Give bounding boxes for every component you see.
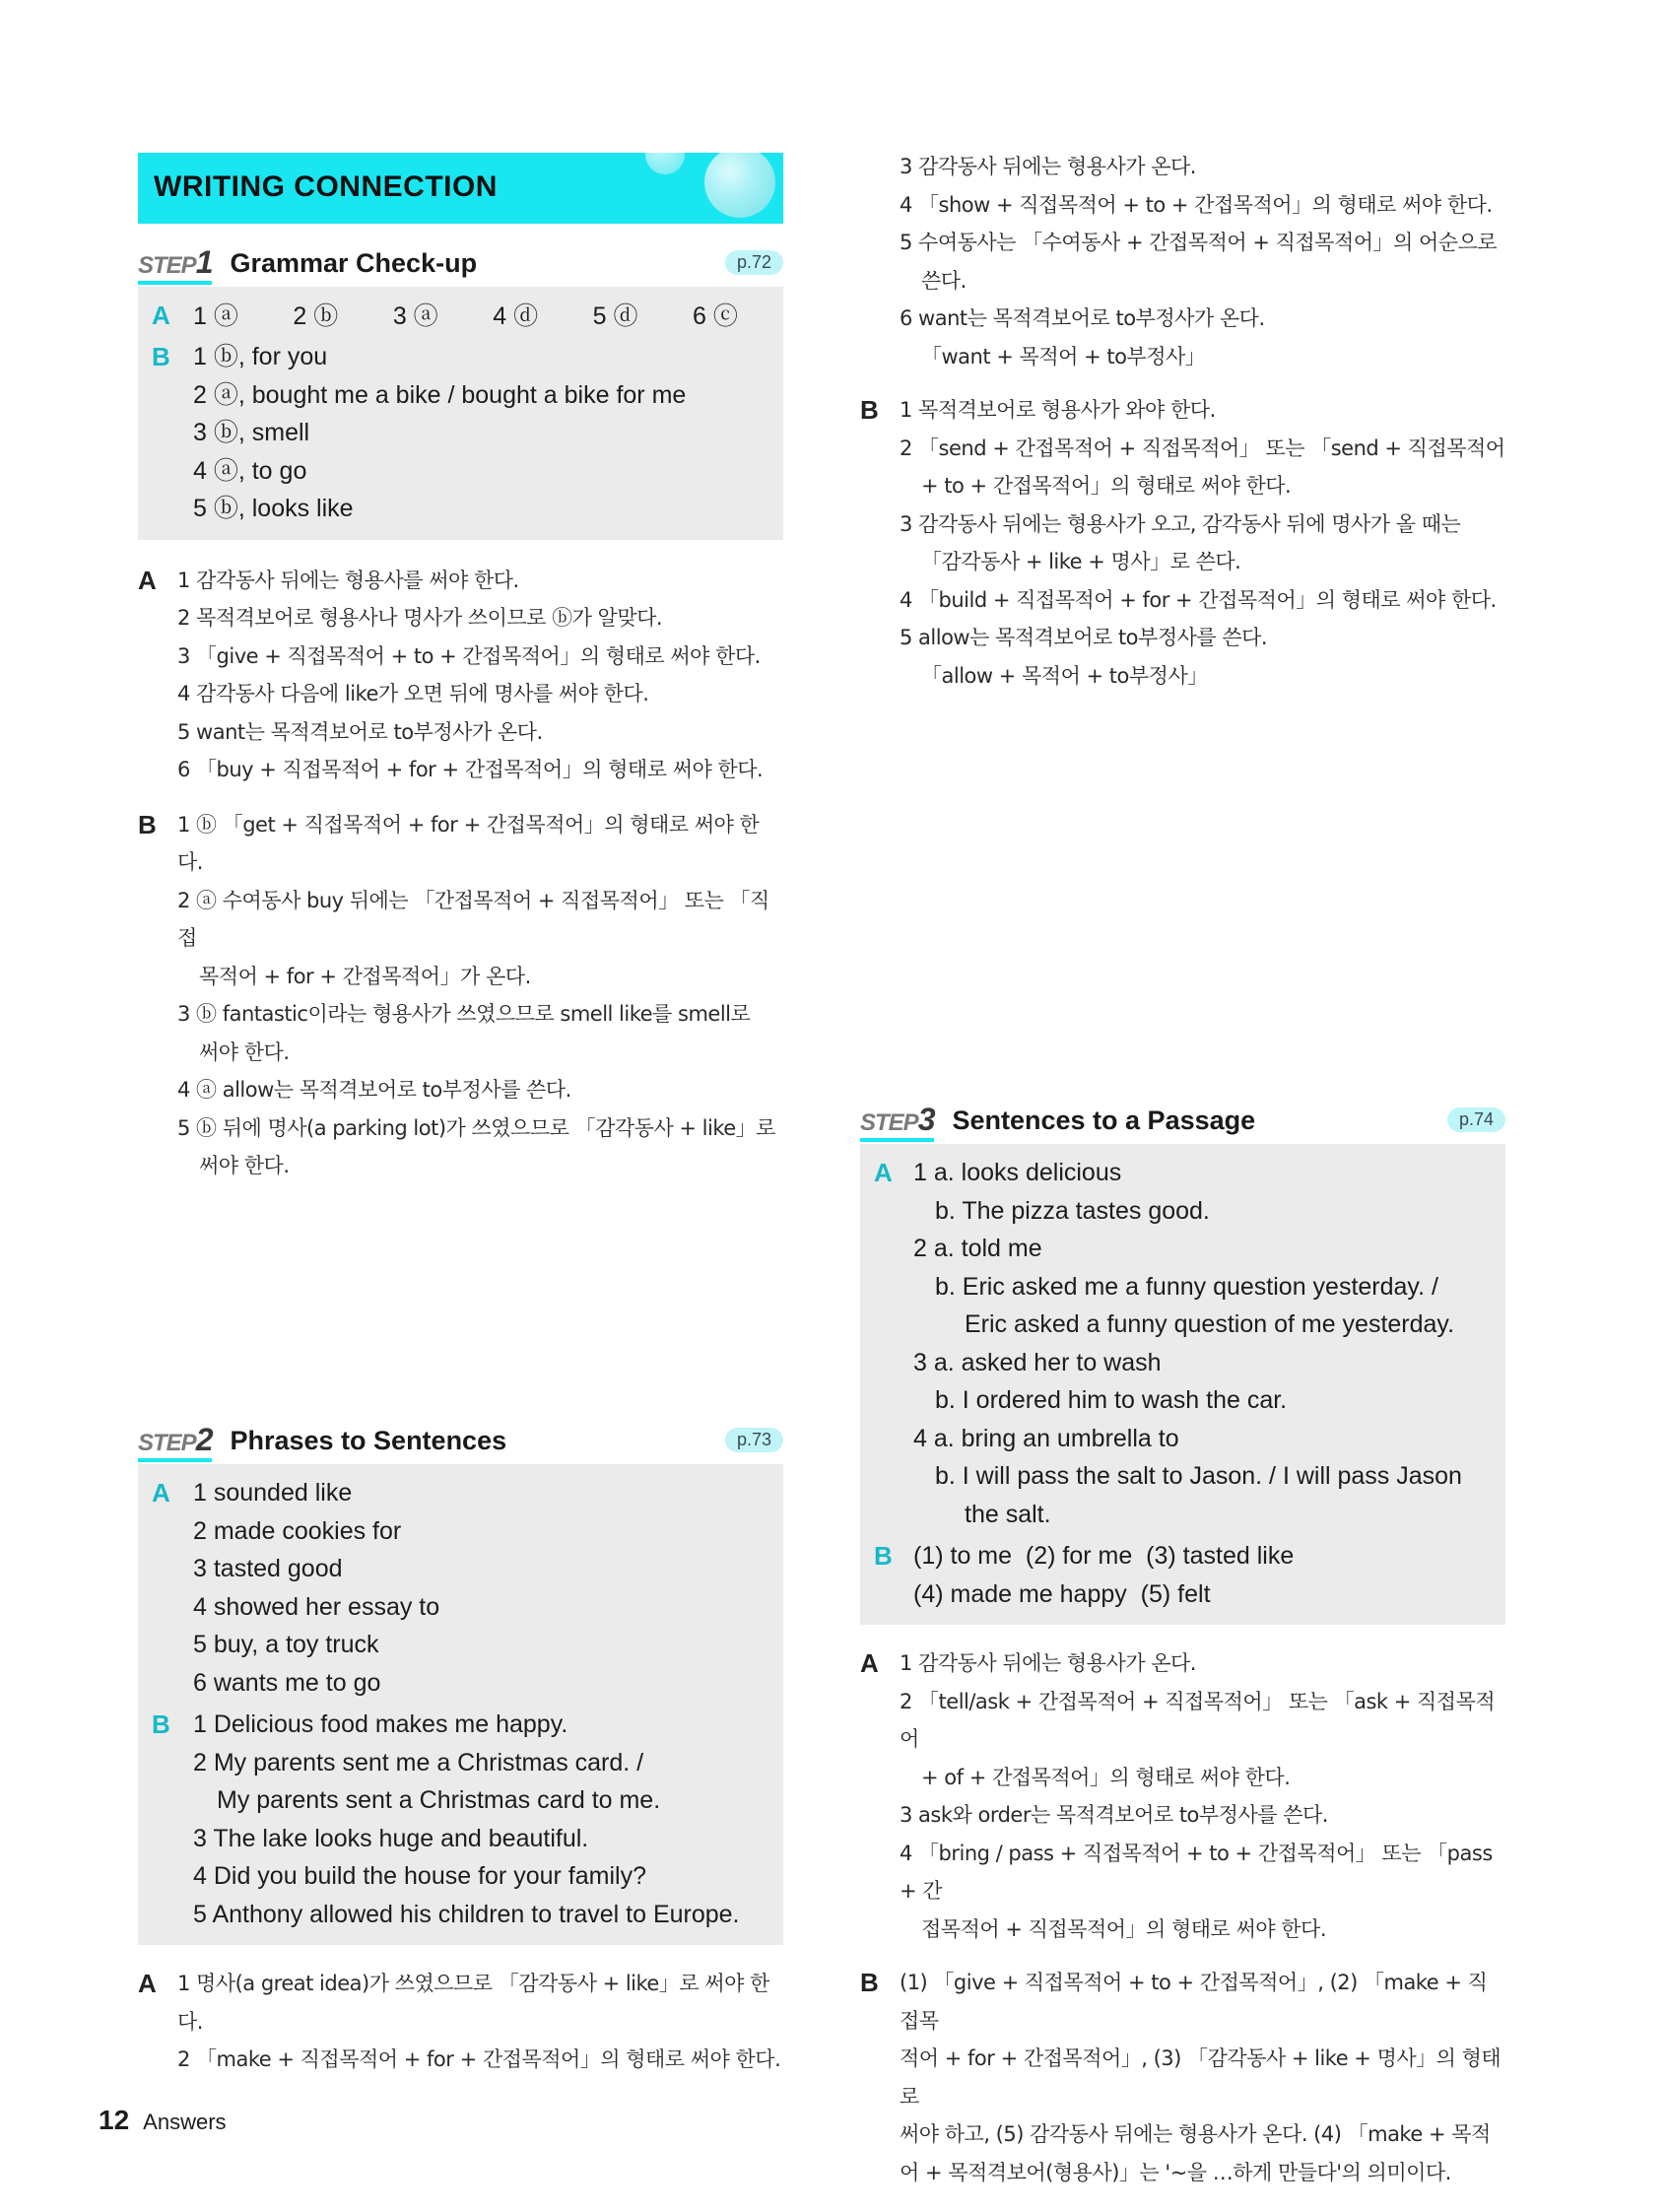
step2-explanation-a-continued [860,148,1505,375]
answer-item: 3 ⓐ [392,302,438,330]
explanation-line: 4 「show + 직접목적어 + to + 간접목적어」의 형태로 써야 한다. [900,192,1493,217]
list-item: 3 a. asked her to wash [913,1348,1162,1376]
page-number: 12 [99,2105,130,2135]
list-item: 2 a. told me [913,1235,1042,1262]
explanation-line: 「감각동사 + like + 명사」로 쓴다. [921,550,1241,573]
step2-header [138,1421,783,1460]
section-letter-a: A [152,301,170,330]
answer-item: 2 ⓑ [293,302,339,330]
explanation-line: 1 감각동사 뒤에는 형용사를 써야 한다. [177,568,519,592]
list-item: 2 ⓐ, bought me a bike / bought a bike for me [193,380,687,409]
step1-a-answers [193,297,769,336]
list-item: 5 ⓑ, looks like [193,495,354,522]
step2-page-ref: p.73 [725,1428,783,1452]
list-item: 1 a. looks delicious [913,1159,1122,1186]
step1-explanation-b [138,806,783,1185]
banner-title: WRITING CONNECTION [154,170,498,203]
step1-page-ref: p.72 [725,250,783,275]
section-letter-b: B [152,342,170,371]
explanation-line: 접목적어 + 직접목적어」의 형태로 써야 한다. [921,1916,1327,1941]
explanation-line: 4 「build + 직접목적어 + for + 간접목적어」의 형태로 써야 한다. [900,587,1497,612]
list-item: 5 buy, a toy truck [193,1631,379,1658]
explanation-letter-b: B [860,1968,879,1997]
explanation-letter-b: B [138,809,157,839]
explanation-line: 2 「tell/ask + 간접목적어 + 직접목적어」 또는 「ask + 직접목적어 [900,1689,1496,1751]
step2-title: Phrases to Sentences [230,1425,507,1455]
explanation-line: 3 ask와 order는 목적격보어로 to부정사를 쓴다. [900,1803,1328,1827]
section-letter-a: A [152,1478,170,1508]
section-letter-a: A [874,1158,893,1187]
section-letter-b: B [874,1541,893,1571]
explanation-line: 쓴다. [921,268,967,293]
step1-a-row [152,297,769,336]
explanation-line: 5 want는 목적격보어로 to부정사가 온다. [177,719,543,744]
explanation-letter-b: B [860,395,879,425]
explanation-line: 4 ⓐ allow는 목적격보어로 to부정사를 쓴다. [177,1078,571,1102]
list-item: the salt. [965,1500,1051,1528]
explanation-line: 2 「make + 직접목적어 + for + 간접목적어」의 형태로 써야 한다. [177,2047,781,2071]
explanation-line: 써야 한다. [199,1039,290,1064]
list-item: b. I ordered him to wash the car. [935,1386,1288,1414]
list-item: 4 Did you build the house for your family? [193,1862,646,1890]
explanation-line: 적어 + for + 간접목적어」, (3) 「감각동사 + like + 명사」의 형태로 [900,2046,1501,2109]
step3-title: Sentences to a Passage [952,1105,1256,1135]
step2-explanation-b [860,391,1505,695]
explanation-line: 3 ⓑ fantastic이라는 형용사가 쓰였으므로 smell like를 smell로 [177,1002,751,1026]
decorative-bubble [704,153,775,218]
list-item: 6 wants me to go [193,1668,381,1697]
list-item: 1 sounded like [193,1479,353,1507]
list-item: b. Eric asked me a funny question yesterday. / [935,1272,1438,1301]
explanation-line: 어 + 목적격보어(형용사)」는 '~을 …하게 만들다'의 의미이다. [900,2160,1451,2184]
section-letter-b: B [152,1709,170,1739]
explanation-line: 3 「give + 직접목적어 + to + 간접목적어」의 형태로 써야 한다. [177,643,761,668]
list-item: 4 ⓐ, to go [193,456,307,485]
step3-answer-box [860,1144,1505,1625]
list-item: Eric asked a funny question of me yesterday. [965,1310,1455,1338]
explanation-line: 1 목적격보어로 형용사가 와야 한다. [900,398,1216,422]
step3-page-ref: p.74 [1447,1107,1505,1132]
list-item: 3 tasted good [193,1555,343,1582]
step2-section [138,1421,783,2079]
step3-explanation-a [860,1644,1505,1948]
list-item: 5 Anthony allowed his children to travel to Europe. [193,1900,740,1928]
explanation-letter-a: A [138,1969,157,1998]
explanation-line: 5 allow는 목적격보어로 to부정사를 쓴다. [900,626,1268,649]
explanation-line: 4 감각동사 다음에 like가 오면 뒤에 명사를 써야 한다. [177,682,649,705]
step3-b-list [874,1537,1492,1613]
explanation-line: 6 want는 목적격보어로 to부정사가 온다. [900,306,1265,330]
answer-item: 5 ⓓ [592,302,638,330]
step1-explanation-a [138,562,783,789]
step1-title: Grammar Check-up [230,247,478,278]
explanation-line: (1) 「give + 직접목적어 + to + 간접목적어」, (2) 「make + 직접목 [900,1971,1488,2033]
step2-answer-box [138,1464,783,1945]
list-item: b. I will pass the salt to Jason. / I will pass Jason [935,1462,1462,1490]
step3-section [860,1101,1505,2191]
right-column [860,148,1505,695]
answer-item: 6 ⓒ [693,302,738,330]
list-item: b. The pizza tastes good. [935,1196,1210,1225]
step1-answer-box [138,287,783,540]
answer-item: 4 ⓓ [493,302,539,330]
explanation-line: + of + 간접목적어」의 형태로 써야 한다. [921,1765,1291,1789]
step1-header [138,243,783,283]
explanation-line: 목적어 + for + 간접목적어」가 온다. [199,964,531,988]
explanation-line: 1 감각동사 뒤에는 형용사가 온다. [900,1651,1196,1675]
explanation-line: 써야 한다. [199,1154,290,1177]
explanation-letter-a: A [860,1648,879,1678]
page-footer [99,2105,227,2136]
decorative-bubble [645,153,685,174]
section-banner [138,153,783,224]
step1-b-list [152,338,769,528]
list-item: 2 My parents sent me a Christmas card. / [193,1748,644,1776]
step3-header [860,1101,1505,1140]
answer-item: 1 ⓐ [193,302,238,330]
list-item: 4 a. bring an umbrella to [913,1424,1179,1452]
step2-b-list [152,1706,769,1933]
list-item: 1 Delicious food makes me happy. [193,1710,568,1738]
footer-label: Answers [143,2110,227,2134]
step3-a-list [874,1154,1492,1533]
explanation-line: 6 「buy + 직접목적어 + for + 간접목적어」의 형태로 써야 한다. [177,758,764,781]
list-item: (4) made me happy (5) felt [913,1579,1211,1608]
explanation-line: + to + 간접목적어」의 형태로 써야 한다. [921,474,1292,498]
list-item: (1) to me (2) for me (3) tasted like [913,1542,1295,1570]
explanation-line: 써야 하고, (5) 감각동사 뒤에는 형용사가 온다. (4) 「make + 목적 [900,2122,1491,2146]
list-item: 4 showed her essay to [193,1592,440,1621]
explanation-line: 「allow + 목적어 + to부정사」 [921,663,1208,688]
explanation-line: 2 「send + 간접목적어 + 직접목적어」 또는 「send + 직접목적어 [900,436,1505,460]
list-item: 3 The lake looks huge and beautiful. [193,1824,589,1852]
step2-tag: STEP2 [138,1422,212,1460]
list-item: 2 made cookies for [193,1516,402,1545]
list-item: My parents sent a Christmas card to me. [217,1786,661,1814]
explanation-line: 5 수여동사는 「수여동사 + 간접목적어 + 직접목적어」의 어순으로 [900,231,1498,254]
list-item: 1 ⓑ, for you [193,343,328,370]
step1-tag: STEP1 [138,244,212,283]
left-column [138,153,783,1185]
explanation-line: 1 ⓑ 「get + 직접목적어 + for + 간접목적어」의 형태로 써야 한다. [177,812,760,874]
explanation-line: 2 목적격보어로 형용사나 명사가 쓰이므로 ⓑ가 알맞다. [177,606,663,630]
list-item: 3 ⓑ, smell [193,419,310,446]
explanation-letter-a: A [138,565,157,595]
explanation-line: 2 ⓐ 수여동사 buy 뒤에는 「간접목적어 + 직접목적어」 또는 「직접 [177,888,769,950]
explanation-line: 3 감각동사 뒤에는 형용사가 온다. [900,155,1196,178]
step3-explanation-b [860,1964,1505,2191]
explanation-line: 「want + 목적어 + to부정사」 [921,344,1206,369]
step3-tag: STEP3 [860,1102,934,1140]
explanation-line: 3 감각동사 뒤에는 형용사가 오고, 감각동사 뒤에 명사가 올 때는 [900,511,1461,536]
explanation-line: 1 명사(a great idea)가 쓰였으므로 「감각동사 + like」로 써야 한다. [177,1972,769,2034]
step2-explanation-a [138,1965,783,2079]
explanation-line: 5 ⓑ 뒤에 명사(a parking lot)가 쓰였으므로 「감각동사 + like」로 [177,1115,775,1140]
step2-a-list [152,1474,769,1702]
explanation-line: 4 「bring / pass + 직접목적어 + to + 간접목적어」 또는 「pass + 간 [900,1841,1493,1903]
